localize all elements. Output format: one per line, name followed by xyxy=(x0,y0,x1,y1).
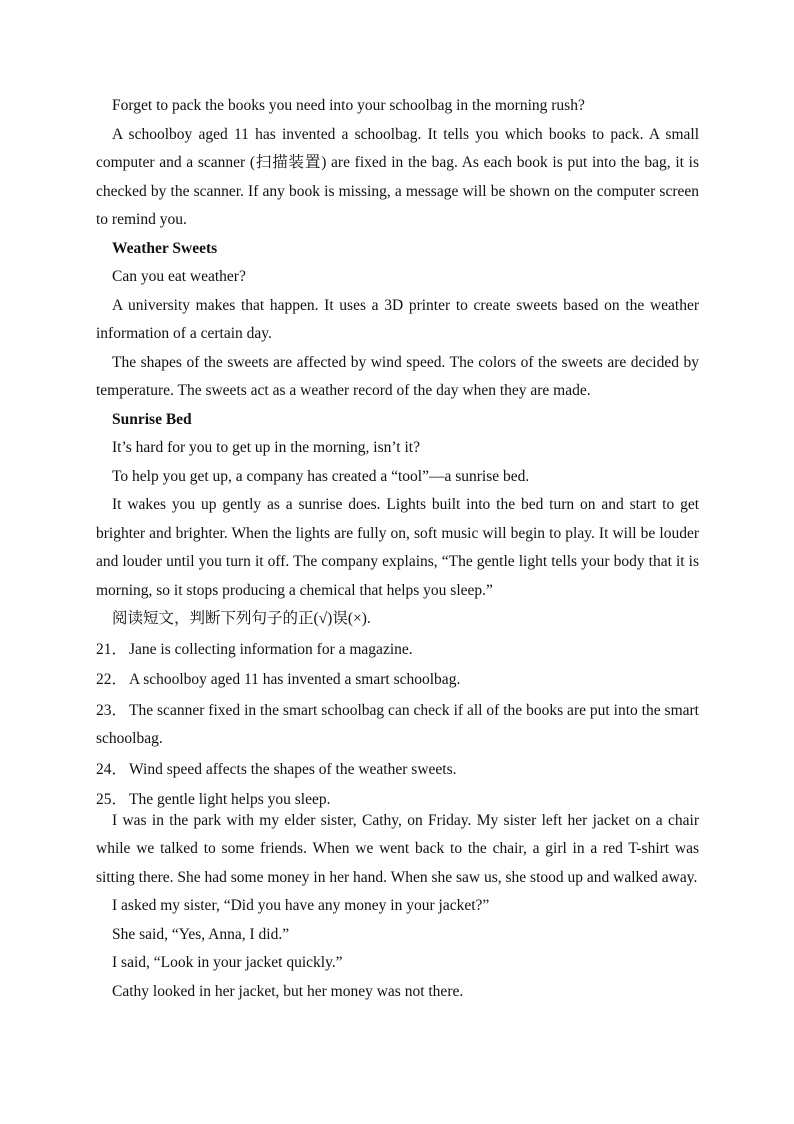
question-item xyxy=(96,636,699,665)
paragraph: It wakes you up gently as a sunrise does. Lights built into the bed turn on and start to get brighter and brighter. When the lights are fully on, soft music will begin to play. It will be louder and louder until you turn it off. The company explains, “The gentle light tells your body that it is morning, so it stops producing a chemical that helps you sleep.” xyxy=(96,496,699,599)
section-heading-sunrise-bed: Sunrise Bed xyxy=(112,410,192,428)
paragraph: She said, “Yes, Anna, I did.” xyxy=(112,925,290,943)
question-item xyxy=(96,756,699,785)
paragraph: I said, “Look in your jacket quickly.” xyxy=(112,954,343,971)
paragraph: A university makes that happen. It uses a 3D printer to create sweets based on the weather information of a certain day. xyxy=(96,296,699,342)
paragraph: To help you get up, a company has created a “tool”—a sunrise bed. xyxy=(112,467,530,485)
paragraph: A schoolboy aged 11 has invented a schoolbag. It tells you which books to pack. A small computer and a scanner (扫描装置) are fixed in the bag. As each book is put into the bag, it is checked by the scanner. If any book is missing, a message will be shown on the computer screen to remind you. xyxy=(96,125,699,228)
paragraph: Cathy looked in her jacket, but her money was not there. xyxy=(112,982,464,1000)
question-text: The scanner fixed in the smart schoolbag can check if all of the books are put into the smart schoolbag. xyxy=(96,701,699,747)
paragraph: Forget to pack the books you need into your schoolbag in the morning rush? xyxy=(112,97,585,114)
story-passage xyxy=(96,807,699,1007)
paragraph: It’s hard for you to get up in the morning, isn’t it? xyxy=(112,439,420,456)
question-number: 22． xyxy=(96,671,128,688)
question-item xyxy=(96,697,699,754)
paragraph: I asked my sister, “Did you have any money in your jacket?” xyxy=(112,897,490,914)
instruction-text: 阅读短文，判断下列句子的正(√)误(×). xyxy=(112,610,371,627)
paragraph: The shapes of the sweets are affected by wind speed. The colors of the sweets are decided by temperature. The sweets act as a weather record of the day when they are made. xyxy=(96,353,699,399)
question-text: The gentle light helps you sleep. xyxy=(129,791,331,808)
section-heading-weather-sweets: Weather Sweets xyxy=(112,239,218,257)
paragraph: I was in the park with my elder sister, Cathy, on Friday. My sister left her jacket on a chair while we talked to some friends. When we went back to the chair, a girl in a red T-shirt was sitting there. She had some money in her hand. When she saw us, she stood up and walked away. xyxy=(96,811,699,886)
question-text: Wind speed affects the shapes of the weather sweets. xyxy=(129,760,457,778)
paragraph: Can you eat weather? xyxy=(112,268,246,285)
question-number: 24． xyxy=(96,760,128,778)
document-body xyxy=(96,92,699,1006)
question-number: 23． xyxy=(96,701,128,719)
question-item xyxy=(96,666,699,695)
question-text: Jane is collecting information for a magazine. xyxy=(129,640,413,658)
question-number: 25． xyxy=(96,791,128,808)
question-text: A schoolboy aged 11 has invented a smart schoolbag. xyxy=(129,671,461,688)
question-number: 21． xyxy=(96,640,128,658)
